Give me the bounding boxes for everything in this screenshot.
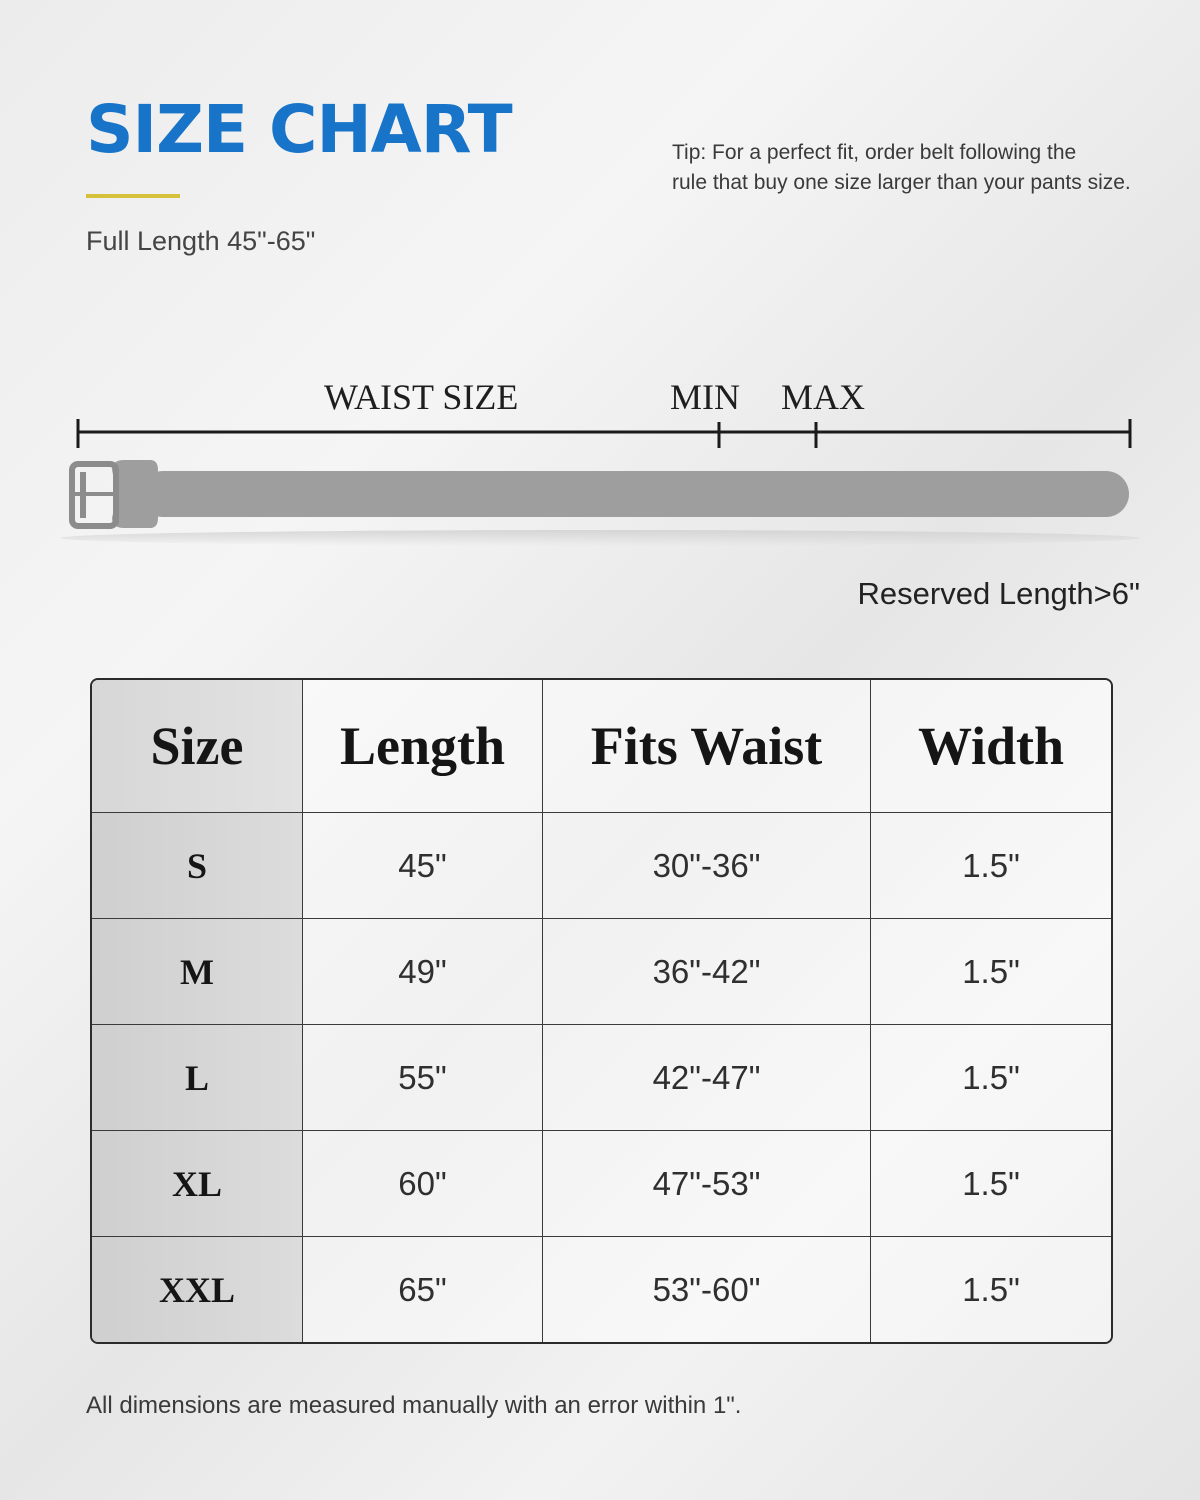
table-row	[92, 813, 1111, 919]
column-header-size: Size	[92, 680, 303, 813]
width-cell: 1.5"	[871, 1131, 1111, 1237]
fits-waist-cell: 47"-53"	[543, 1131, 871, 1237]
size-cell: L	[92, 1025, 303, 1131]
column-header-length: Length	[303, 680, 543, 813]
width-cell: 1.5"	[871, 1025, 1111, 1131]
length-cell: 60"	[303, 1131, 543, 1237]
title-underline	[86, 194, 180, 198]
size-cell: M	[92, 919, 303, 1025]
length-cell: 49"	[303, 919, 543, 1025]
length-cell: 55"	[303, 1025, 543, 1131]
reserved-length-label: Reserved Length>6"	[857, 576, 1140, 611]
size-cell: XXL	[92, 1237, 303, 1342]
table-header-row	[92, 680, 1111, 813]
belt-diagram-graphic	[0, 360, 1200, 580]
width-cell: 1.5"	[871, 919, 1111, 1025]
length-cell: 45"	[303, 813, 543, 919]
fit-tip-line-2: rule that buy one size larger than your pants size.	[672, 171, 1131, 194]
fits-waist-cell: 42"-47"	[543, 1025, 871, 1131]
fit-tip	[672, 138, 1172, 198]
measurement-line	[78, 419, 1130, 448]
length-cell: 65"	[303, 1237, 543, 1342]
table-row	[92, 1237, 1111, 1342]
max-label: MAX	[781, 377, 866, 417]
fits-waist-cell: 36"-42"	[543, 919, 871, 1025]
belt-shadow	[60, 530, 1140, 546]
fits-waist-cell: 30"-36"	[543, 813, 871, 919]
column-header-fits-waist: Fits Waist	[543, 680, 871, 813]
width-cell: 1.5"	[871, 813, 1111, 919]
min-label: MIN	[670, 377, 740, 417]
size-table	[90, 678, 1113, 1344]
measurement-note: All dimensions are measured manually with an error within 1".	[86, 1392, 742, 1419]
fits-waist-cell: 53"-60"	[543, 1237, 871, 1342]
page-title: SIZE CHART	[86, 91, 512, 168]
size-cell: S	[92, 813, 303, 919]
table-row	[92, 919, 1111, 1025]
waist-size-label: WAIST SIZE	[324, 377, 519, 417]
column-header-width: Width	[871, 680, 1111, 813]
table-row	[92, 1131, 1111, 1237]
belt-diagram	[0, 360, 1200, 580]
full-length-label: Full Length 45"-65"	[86, 226, 316, 256]
belt-icon	[72, 460, 1129, 528]
width-cell: 1.5"	[871, 1237, 1111, 1342]
size-cell: XL	[92, 1131, 303, 1237]
fit-tip-line-1: Tip: For a perfect fit, order belt following the	[672, 141, 1077, 164]
table-row	[92, 1025, 1111, 1131]
